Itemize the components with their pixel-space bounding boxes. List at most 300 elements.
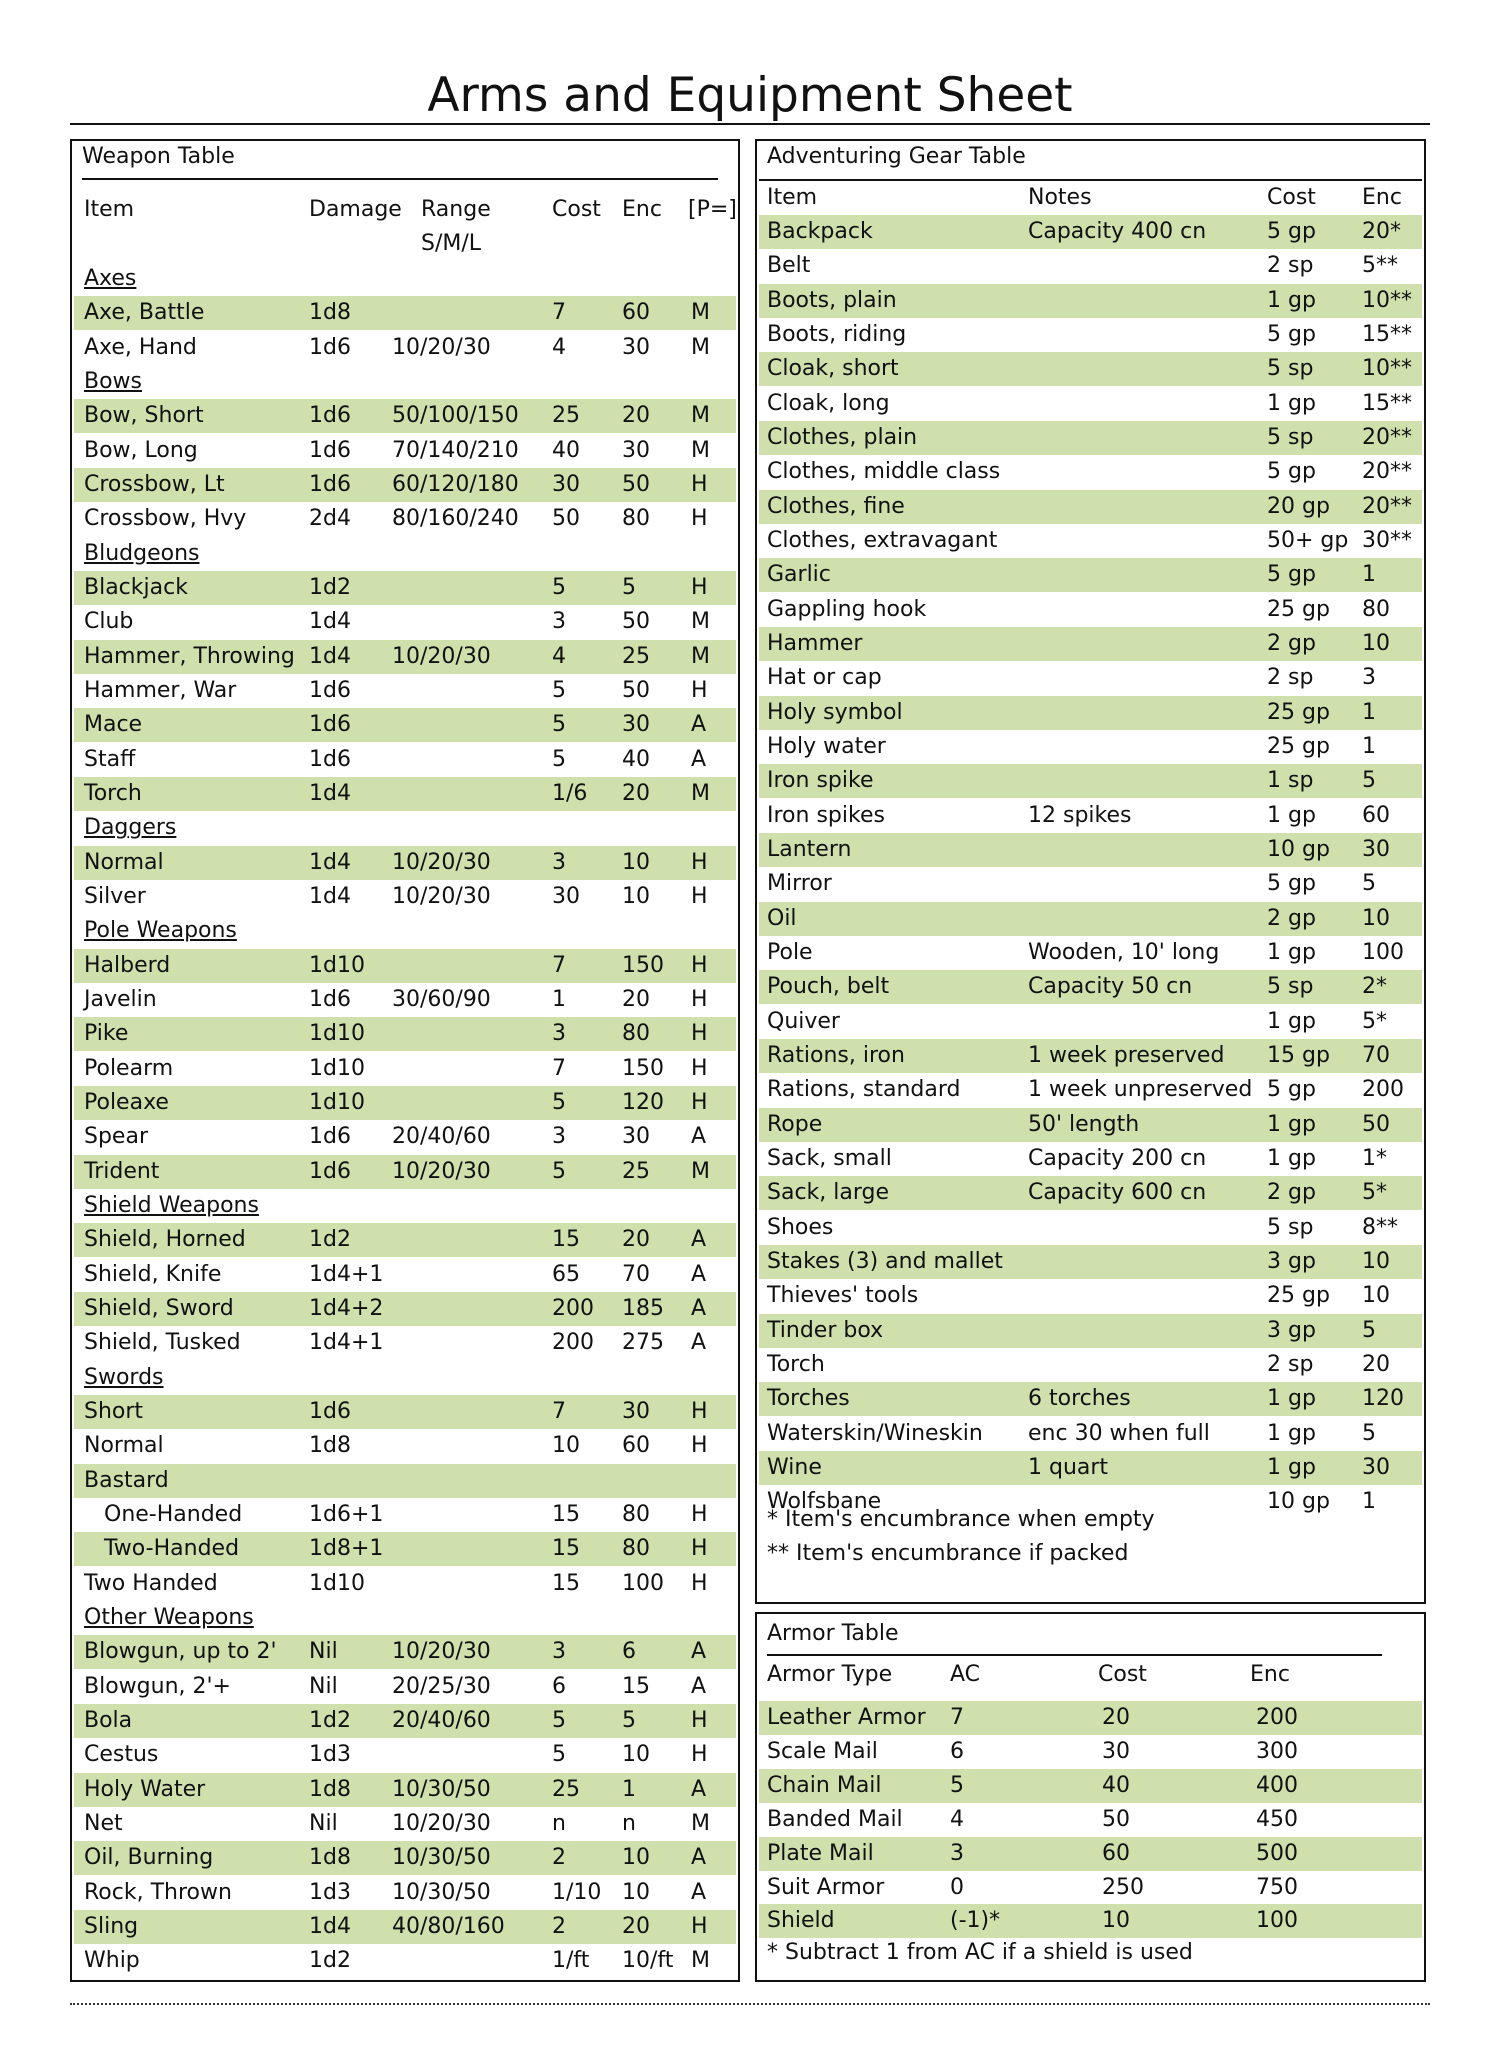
weapon-header-damage: Damage	[309, 197, 402, 222]
weapon-damage: 1d3	[309, 1879, 351, 1905]
weapon-p: H	[691, 1536, 708, 1562]
weapon-cost: 30	[552, 883, 580, 909]
table-row	[74, 1464, 736, 1498]
weapon-cost: 1	[552, 986, 566, 1012]
armor-enc: 300	[1256, 1738, 1298, 1764]
title-underline	[70, 123, 1430, 125]
table-row	[74, 1841, 736, 1875]
table-row	[74, 1292, 736, 1326]
weapon-enc: 20	[622, 1227, 650, 1253]
gear-cost: 3 gp	[1267, 1317, 1316, 1343]
weapon-cost: 200	[552, 1330, 594, 1356]
weapon-damage: 1d6	[309, 1124, 351, 1150]
gear-item: Torches	[767, 1386, 850, 1412]
weapon-enc: 20	[622, 403, 650, 429]
gear-item: Hat or cap	[767, 665, 882, 691]
gear-cost: 15 gp	[1267, 1042, 1330, 1068]
table-row	[74, 949, 736, 983]
table-row	[759, 490, 1422, 524]
table-row	[74, 1773, 736, 1807]
gear-enc: 1	[1362, 733, 1376, 759]
table-row	[759, 1142, 1422, 1176]
gear-cost: 2 gp	[1267, 905, 1316, 931]
gear-enc: 3	[1362, 665, 1376, 691]
table-row	[74, 983, 736, 1017]
weapon-cost: 5	[552, 1089, 566, 1115]
gear-cost: 1 gp	[1267, 1111, 1316, 1137]
gear-item: Pouch, belt	[767, 974, 890, 1000]
armor-cost: 250	[1102, 1874, 1144, 1900]
weapon-damage: 1d4+1	[309, 1330, 384, 1356]
weapon-damage: 1d6	[309, 677, 351, 703]
armor-cost: 50	[1102, 1806, 1130, 1832]
gear-item: Iron spike	[767, 768, 874, 794]
table-row	[759, 1417, 1422, 1451]
gear-notes: enc 30 when full	[1028, 1420, 1210, 1446]
weapon-cost: 3	[552, 1639, 566, 1665]
table-row	[759, 730, 1422, 764]
armor-type: Banded Mail	[767, 1806, 903, 1832]
table-row	[759, 352, 1422, 386]
table-row	[74, 1944, 736, 1978]
weapon-damage: 1d4	[309, 609, 351, 635]
weapon-category-row	[74, 1601, 736, 1635]
table-row	[74, 1532, 736, 1566]
weapon-damage: 1d8	[309, 1845, 351, 1871]
weapon-p: H	[691, 1433, 708, 1459]
weapon-damage: 1d2	[309, 574, 351, 600]
weapon-item: Bow, Long	[84, 437, 198, 463]
weapon-damage: 1d2	[309, 1948, 351, 1974]
table-row	[759, 764, 1422, 798]
weapon-p: M	[691, 1158, 710, 1184]
armor-ac: 3	[950, 1840, 964, 1866]
table-row	[759, 1348, 1422, 1382]
weapon-damage: 1d8+1	[309, 1536, 384, 1562]
table-row	[759, 696, 1422, 730]
weapon-item: Sling	[84, 1913, 139, 1939]
weapon-p: M	[691, 403, 710, 429]
armor-type: Chain Mail	[767, 1772, 882, 1798]
gear-enc: 30	[1362, 1454, 1390, 1480]
weapon-enc: 25	[622, 1158, 650, 1184]
weapon-category-label: Swords	[84, 1364, 164, 1390]
armor-type: Suit Armor	[767, 1874, 885, 1900]
weapon-header-p: [P=]	[688, 197, 737, 222]
weapon-item: Bola	[84, 1707, 133, 1733]
weapon-damage: 1d6	[309, 746, 351, 772]
weapon-p: M	[691, 643, 710, 669]
weapon-enc: 10	[622, 883, 650, 909]
weapon-p: M	[691, 780, 710, 806]
weapon-item: Mace	[84, 712, 143, 738]
table-row	[759, 1735, 1422, 1769]
table-row	[74, 1670, 736, 1704]
weapon-enc: 60	[622, 1433, 650, 1459]
weapon-enc: 10	[622, 1879, 650, 1905]
weapon-damage: 2d4	[309, 506, 351, 532]
table-row	[759, 421, 1422, 455]
gear-enc: 30**	[1362, 527, 1412, 553]
weapon-enc: 50	[622, 609, 650, 635]
weapon-p: H	[691, 1742, 708, 1768]
weapon-range: 50/100/150	[392, 403, 519, 429]
weapon-damage: 1d10	[309, 952, 365, 978]
weapon-cost: 4	[552, 643, 566, 669]
weapon-cost: 7	[552, 1055, 566, 1081]
table-row	[74, 777, 736, 811]
weapon-enc: 10	[622, 1845, 650, 1871]
weapon-range: 40/80/160	[392, 1913, 505, 1939]
armor-type: Shield	[767, 1908, 835, 1934]
gear-item: Holy symbol	[767, 699, 903, 725]
weapon-damage: 1d2	[309, 1227, 351, 1253]
gear-item: Iron spikes	[767, 802, 885, 828]
table-row	[759, 558, 1422, 592]
gear-notes: Capacity 400 cn	[1028, 219, 1207, 244]
weapon-item: Shield, Sword	[84, 1295, 234, 1321]
gear-item: Clothes, fine	[767, 493, 905, 519]
table-row	[759, 1108, 1422, 1142]
gear-enc: 20	[1362, 1351, 1390, 1377]
gear-item: Rations, iron	[767, 1042, 905, 1068]
weapon-enc: 120	[622, 1089, 664, 1115]
gear-cost: 5 gp	[1267, 219, 1316, 244]
weapon-damage: 1d6	[309, 403, 351, 429]
gear-item: Cloak, long	[767, 390, 890, 416]
table-row	[759, 902, 1422, 936]
table-row	[74, 296, 736, 330]
adventuring-gear-table	[755, 139, 1426, 1604]
table-row	[74, 1086, 736, 1120]
armor-type: Leather Armor	[767, 1705, 926, 1730]
weapon-category-label: Bows	[84, 368, 143, 394]
gear-cost: 5 gp	[1267, 459, 1316, 485]
gear-notes: 1 week preserved	[1028, 1042, 1225, 1068]
gear-item: Pole	[767, 939, 813, 965]
gear-enc: 15**	[1362, 390, 1412, 416]
weapon-enc: 30	[622, 1398, 650, 1424]
weapon-p: A	[691, 1227, 707, 1253]
weapon-item: Trident	[84, 1158, 160, 1184]
weapon-item: Bow, Short	[84, 403, 204, 429]
gear-cost: 10 gp	[1267, 836, 1330, 862]
weapon-enc: 20	[622, 780, 650, 806]
weapon-enc: 80	[622, 1536, 650, 1562]
table-row	[74, 1258, 736, 1292]
gear-table-title: Adventuring Gear Table	[767, 144, 1026, 169]
weapon-damage: 1d2	[309, 1707, 351, 1733]
weapon-p: A	[691, 1295, 707, 1321]
gear-notes: 12 spikes	[1028, 802, 1132, 828]
gear-header-row	[759, 181, 1422, 215]
weapon-cost: 30	[552, 471, 580, 497]
weapon-enc: 185	[622, 1295, 664, 1321]
weapon-damage: Nil	[309, 1673, 338, 1699]
weapon-enc: 30	[622, 1124, 650, 1150]
weapon-p: H	[691, 1501, 708, 1527]
gear-cost: 2 gp	[1267, 630, 1316, 656]
table-row	[759, 867, 1422, 901]
weapon-cost: 40	[552, 437, 580, 463]
gear-item: Thieves' tools	[767, 1283, 919, 1309]
gear-cost: 1 gp	[1267, 939, 1316, 965]
weapon-p: H	[691, 1707, 708, 1733]
weapon-item: Two Handed	[84, 1570, 218, 1596]
weapon-enc: 15	[622, 1673, 650, 1699]
weapon-damage: 1d8	[309, 300, 351, 326]
table-row	[74, 1807, 736, 1841]
gear-cost: 25 gp	[1267, 596, 1330, 622]
gear-cost: 1 gp	[1267, 802, 1316, 828]
gear-item: Wine	[767, 1454, 822, 1480]
gear-enc: 60	[1362, 802, 1390, 828]
weapon-cost: 10	[552, 1433, 580, 1459]
table-row	[74, 1910, 736, 1944]
gear-enc: 10	[1362, 630, 1390, 656]
gear-notes: 1 quart	[1028, 1454, 1109, 1480]
table-row	[759, 799, 1422, 833]
weapon-cost: 15	[552, 1570, 580, 1596]
weapon-category-row	[74, 365, 736, 399]
weapon-p: A	[691, 1261, 707, 1287]
weapon-enc: 40	[622, 746, 650, 772]
gear-cost: 2 gp	[1267, 1180, 1316, 1206]
gear-enc: 10**	[1362, 287, 1412, 313]
weapon-range: 20/40/60	[392, 1124, 491, 1150]
weapon-cost: 1/6	[552, 780, 588, 806]
table-row	[759, 833, 1422, 867]
weapon-damage: 1d6	[309, 437, 351, 463]
gear-cost: 5 gp	[1267, 321, 1316, 347]
weapon-p: H	[691, 506, 708, 532]
weapon-item: Blackjack	[84, 574, 188, 600]
weapon-range: 10/20/30	[392, 1639, 491, 1665]
gear-item: Clothes, middle class	[767, 459, 1001, 485]
weapon-range: 10/30/50	[392, 1776, 491, 1802]
gear-header-cost: Cost	[1267, 185, 1316, 210]
gear-enc: 5*	[1362, 1008, 1387, 1034]
table-row	[759, 524, 1422, 558]
weapon-enc: 10	[622, 849, 650, 875]
weapon-enc: 150	[622, 952, 664, 978]
gear-cost: 1 gp	[1267, 1145, 1316, 1171]
gear-item: Hammer	[767, 630, 863, 656]
weapon-cost: 5	[552, 1158, 566, 1184]
gear-cost: 1 gp	[1267, 1008, 1316, 1034]
weapon-enc: 1	[622, 1776, 636, 1802]
weapon-cost: 4	[552, 334, 566, 360]
weapon-damage: 1d6	[309, 471, 351, 497]
weapon-p: H	[691, 849, 708, 875]
table-row	[759, 593, 1422, 627]
weapon-cost: 2	[552, 1845, 566, 1871]
page-title: Arms and Equipment Sheet	[427, 68, 1073, 123]
weapon-item: Torch	[84, 780, 142, 806]
table-row	[74, 1326, 736, 1360]
gear-enc: 1	[1362, 699, 1376, 725]
gear-enc: 70	[1362, 1042, 1390, 1068]
weapon-item: Shield, Knife	[84, 1261, 222, 1287]
weapon-item: Oil, Burning	[84, 1845, 214, 1871]
gear-enc: 5*	[1362, 1180, 1387, 1206]
weapon-cost: 6	[552, 1673, 566, 1699]
weapon-damage: 1d4	[309, 643, 351, 669]
weapon-category-row	[74, 537, 736, 571]
gear-item: Sack, large	[767, 1180, 890, 1206]
gear-item: Torch	[767, 1351, 825, 1377]
weapon-enc: 60	[622, 300, 650, 326]
weapon-cost: 200	[552, 1295, 594, 1321]
weapon-p: M	[691, 437, 710, 463]
weapon-item: Crossbow, Hvy	[84, 506, 247, 532]
gear-enc: 30	[1362, 836, 1390, 862]
gear-item: Waterskin/Wineskin	[767, 1420, 983, 1446]
gear-item: Clothes, extravagant	[767, 527, 998, 553]
weapon-p: M	[691, 300, 710, 326]
weapon-range: 10/20/30	[392, 1810, 491, 1836]
table-row	[759, 1039, 1422, 1073]
weapon-enc: 25	[622, 643, 650, 669]
weapon-item: Hammer, War	[84, 677, 237, 703]
weapon-item: Javelin	[84, 986, 157, 1012]
weapon-cost: 5	[552, 574, 566, 600]
gear-cost: 1 gp	[1267, 390, 1316, 416]
table-row	[759, 1176, 1422, 1210]
weapon-enc: 50	[622, 471, 650, 497]
armor-cost: 60	[1102, 1840, 1130, 1866]
gear-item: Mirror	[767, 871, 832, 897]
gear-item: Rope	[767, 1111, 823, 1137]
table-row	[759, 1211, 1422, 1245]
weapon-range: 70/140/210	[392, 437, 519, 463]
weapon-item: Shield, Tusked	[84, 1330, 241, 1356]
weapon-p: A	[691, 1776, 707, 1802]
gear-item: Holy water	[767, 733, 886, 759]
weapon-damage: Nil	[309, 1810, 338, 1836]
weapon-cost: 5	[552, 1707, 566, 1733]
weapon-category-row	[74, 914, 736, 948]
table-row	[759, 1245, 1422, 1279]
bottom-dotted-rule	[70, 2003, 1430, 2005]
gear-item: Backpack	[767, 219, 873, 244]
gear-cost: 1 gp	[1267, 287, 1316, 313]
weapon-p: H	[691, 1021, 708, 1047]
weapon-enc: 30	[622, 437, 650, 463]
table-row	[74, 1876, 736, 1910]
weapon-damage: 1d4	[309, 849, 351, 875]
weapon-p: H	[691, 1398, 708, 1424]
weapon-p: H	[691, 952, 708, 978]
gear-notes: Wooden, 10' long	[1028, 939, 1220, 965]
weapon-header-range: Range	[421, 197, 491, 222]
weapon-cost: 2	[552, 1913, 566, 1939]
weapon-p: A	[691, 1673, 707, 1699]
table-row	[759, 1451, 1422, 1485]
armor-enc: 450	[1256, 1806, 1298, 1832]
gear-cost: 2 sp	[1267, 1351, 1314, 1377]
weapon-item: Club	[84, 609, 134, 635]
gear-cost: 5 sp	[1267, 974, 1314, 1000]
gear-header-enc: Enc	[1362, 185, 1402, 210]
table-row	[74, 1704, 736, 1738]
table-row	[74, 674, 736, 708]
weapon-cost: 15	[552, 1227, 580, 1253]
gear-cost: 2 sp	[1267, 253, 1314, 279]
gear-enc: 20**	[1362, 493, 1412, 519]
gear-cost: 1 sp	[1267, 768, 1314, 794]
weapon-damage: 1d6	[309, 712, 351, 738]
armor-header-cost: Cost	[1098, 1662, 1147, 1687]
table-row	[74, 846, 736, 880]
weapon-p: H	[691, 677, 708, 703]
weapon-cost: 7	[552, 1398, 566, 1424]
table-row	[759, 936, 1422, 970]
table-row	[759, 1871, 1422, 1905]
weapon-enc: 275	[622, 1330, 664, 1356]
gear-enc: 5	[1362, 1420, 1376, 1446]
gear-item: Garlic	[767, 562, 831, 588]
weapon-cost: 15	[552, 1536, 580, 1562]
weapon-item: Whip	[84, 1948, 140, 1974]
table-row	[759, 284, 1422, 318]
weapon-item: Normal	[84, 849, 164, 875]
table-row	[759, 1314, 1422, 1348]
gear-note-packed: ** Item's encumbrance if packed	[767, 1541, 1129, 1566]
table-row	[759, 318, 1422, 352]
table-row	[759, 1073, 1422, 1107]
table-row	[759, 387, 1422, 421]
weapon-header-item: Item	[84, 197, 135, 222]
weapon-item: Two-Handed	[104, 1536, 240, 1562]
armor-cost: 40	[1102, 1772, 1130, 1798]
weapon-enc: 10/ft	[622, 1948, 674, 1974]
weapon-item: Bastard	[84, 1467, 169, 1493]
gear-item: Gappling hook	[767, 596, 927, 622]
weapon-p: H	[691, 1055, 708, 1081]
weapon-damage: 1d4	[309, 883, 351, 909]
weapon-p: H	[691, 883, 708, 909]
gear-enc: 20**	[1362, 424, 1412, 450]
weapon-p: A	[691, 1845, 707, 1871]
weapon-category-row	[74, 262, 736, 296]
gear-notes: 1 week unpreserved	[1028, 1077, 1253, 1103]
table-row	[759, 455, 1422, 489]
armor-ac: (-1)*	[950, 1908, 1001, 1934]
table-row	[74, 1052, 736, 1086]
gear-enc: 10	[1362, 1248, 1390, 1274]
gear-enc: 10**	[1362, 356, 1412, 382]
weapon-header-row	[74, 193, 737, 256]
armor-ac: 4	[950, 1806, 964, 1832]
gear-enc: 10	[1362, 905, 1390, 931]
table-row	[74, 1017, 736, 1051]
armor-enc: 400	[1256, 1772, 1298, 1798]
weapon-p: A	[691, 712, 707, 738]
weapon-item: Holy Water	[84, 1776, 206, 1802]
gear-cost: 3 gp	[1267, 1248, 1316, 1274]
table-row	[759, 249, 1422, 283]
table-row	[759, 970, 1422, 1004]
weapon-enc: 70	[622, 1261, 650, 1287]
weapon-category-label: Pole Weapons	[84, 918, 237, 944]
weapon-damage: 1d10	[309, 1021, 365, 1047]
gear-notes: Capacity 600 cn	[1028, 1180, 1207, 1206]
weapon-p: M	[691, 334, 710, 360]
weapon-p: H	[691, 1570, 708, 1596]
gear-item: Shoes	[767, 1214, 834, 1240]
gear-cost: 1 gp	[1267, 1454, 1316, 1480]
